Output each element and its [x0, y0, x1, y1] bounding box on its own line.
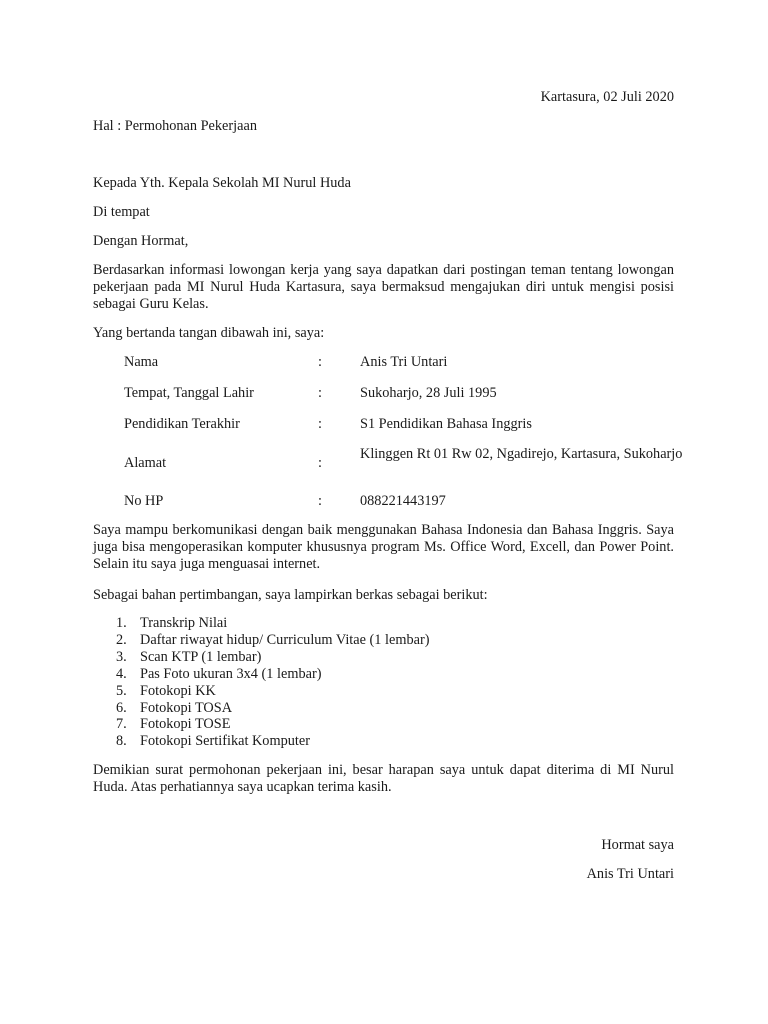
list-text: Fotokopi KK — [140, 683, 216, 699]
identity-row-address — [124, 446, 704, 484]
closing-paragraph: Demikian surat permohonan pekerjaan ini, besar harapan saya untuk dapat diterima di MI Nurul Huda. Atas perhatiannya saya ucapkan terima kasih. — [93, 762, 674, 795]
identity-colon: : — [318, 455, 322, 471]
identity-value: Sukoharjo, 28 Juli 1995 — [360, 385, 497, 401]
list-number: 1. — [116, 615, 127, 631]
list-number: 6. — [116, 700, 127, 716]
list-text: Scan KTP (1 lembar) — [140, 649, 262, 665]
list-number: 8. — [116, 733, 127, 749]
identity-value: 088221443197 — [360, 493, 446, 509]
identity-row-education — [124, 416, 704, 450]
skills-paragraph: Saya mampu berkomunikasi dengan baik menggunakan Bahasa Indonesia dan Bahasa Inggris. Saya juga bisa mengoperasikan komputer khususnya program Ms. Office Word, Excell, dan Power Point. Selain itu saya juga menguasai internet. — [93, 522, 674, 572]
list-text: Daftar riwayat hidup/ Curriculum Vitae (1 lembar) — [140, 632, 430, 648]
identity-label: Tempat, Tanggal Lahir — [124, 385, 254, 401]
identity-label: No HP — [124, 493, 164, 509]
greeting-line: Dengan Hormat, — [93, 233, 189, 249]
identity-row-birth — [124, 385, 704, 419]
identity-label: Alamat — [124, 455, 167, 471]
list-text: Pas Foto ukuran 3x4 (1 lembar) — [140, 666, 322, 682]
identity-colon: : — [318, 493, 322, 509]
subject-line: Hal : Permohonan Pekerjaan — [93, 118, 257, 134]
intro-paragraph: Berdasarkan informasi lowongan kerja yang saya dapatkan dari postingan teman tentang lowongan pekerjaan pada MI Nurul Huda Kartasura, saya bermaksud mengajukan diri untuk mengisi posisi sebagai Guru Kelas. — [93, 262, 674, 312]
identity-intro: Yang bertanda tangan dibawah ini, saya: — [93, 325, 325, 341]
identity-value: Anis Tri Untari — [360, 354, 448, 370]
list-number: 7. — [116, 716, 127, 732]
list-text: Transkrip Nilai — [140, 615, 228, 631]
place-date: Kartasura, 02 Juli 2020 — [540, 89, 674, 105]
signature-name: Anis Tri Untari — [586, 866, 674, 882]
location-line: Di tempat — [93, 204, 150, 220]
list-number: 3. — [116, 649, 127, 665]
list-text: Fotokopi TOSE — [140, 716, 231, 732]
identity-label: Nama — [124, 354, 159, 370]
identity-row-name — [124, 354, 704, 388]
list-number: 5. — [116, 683, 127, 699]
identity-colon: : — [318, 354, 322, 370]
list-text: Fotokopi Sertifikat Komputer — [140, 733, 310, 749]
identity-colon: : — [318, 385, 322, 401]
closing-line: Hormat saya — [601, 837, 674, 853]
identity-value: S1 Pendidikan Bahasa Inggris — [360, 416, 532, 432]
identity-label: Pendidikan Terakhir — [124, 416, 240, 432]
identity-value: Klinggen Rt 01 Rw 02, Ngadirejo, Kartasura, Sukoharjo — [360, 446, 683, 462]
list-text: Fotokopi TOSA — [140, 700, 233, 716]
list-number: 4. — [116, 666, 127, 682]
attachments-intro: Sebagai bahan pertimbangan, saya lampirkan berkas sebagai berikut: — [93, 587, 488, 603]
list-number: 2. — [116, 632, 127, 648]
identity-colon: : — [318, 416, 322, 432]
recipient-line: Kepada Yth. Kepala Sekolah MI Nurul Huda — [93, 175, 351, 191]
